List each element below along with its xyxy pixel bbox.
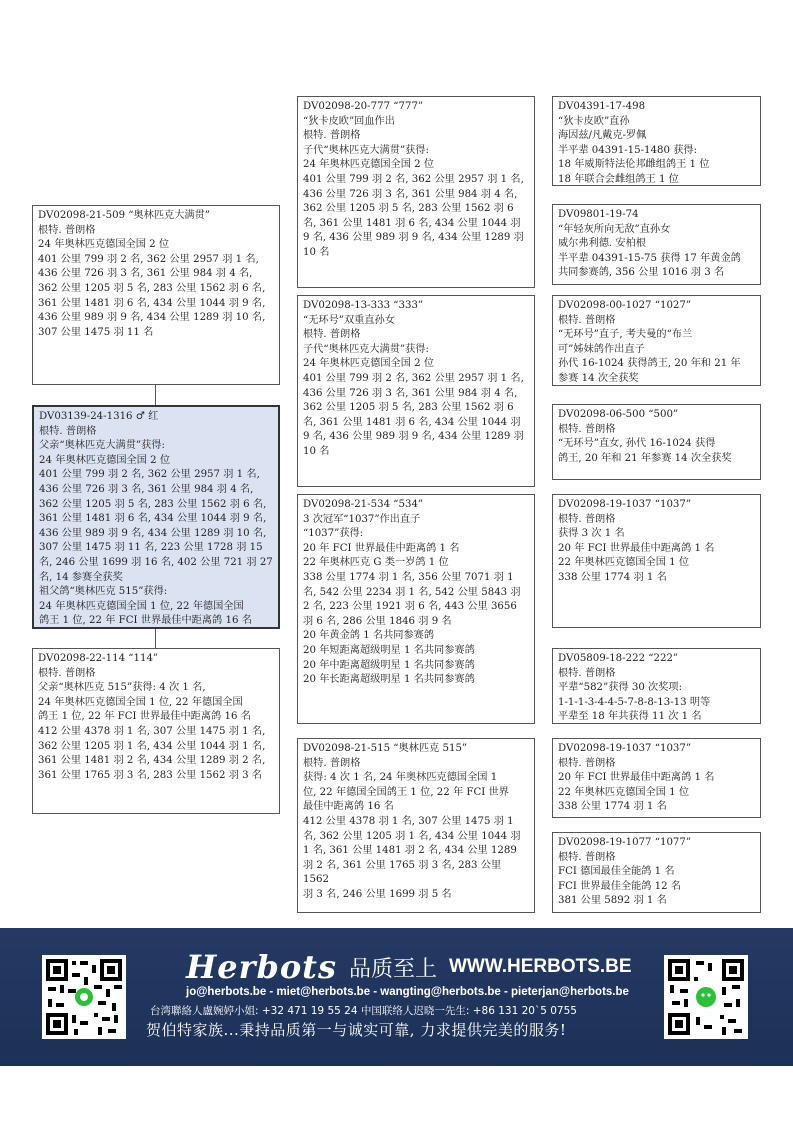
pedigree-text-line: 2 名, 223 公里 1921 羽 6 名, 443 公里 3656 [303, 601, 517, 613]
pedigree-box-subject [32, 405, 280, 629]
pedigree-text-line: 羽 3 名, 246 公里 1699 羽 5 名 [303, 888, 452, 900]
pedigree-text-line: 24 年奥林匹克德国全国 1 位, 22 年德国全国 [38, 696, 243, 708]
pedigree-text-line: 名, 246 公里 1699 羽 16 名, 402 公里 721 羽 27 [39, 556, 273, 568]
pedigree-text-line: 子代“奥林匹克大满贯”获得: [303, 343, 429, 355]
pedigree-text-line: 22 年奥林匹克 G 类一岁鸽 1 位 [303, 557, 449, 569]
pedigree-text-line: 10 名 [303, 445, 330, 457]
pedigree-text-line: FCI 世界最佳全能鸽 12 名 [558, 880, 682, 892]
pedigree-text-line: 名, 361 公里 1481 羽 6 名, 434 公里 1044 羽 [303, 217, 521, 229]
pedigree-text-line: 361 公里 1765 羽 3 名, 283 公里 1562 羽 3 名 [38, 769, 263, 781]
pigeon-ring-number: DV09801-19-74 [558, 209, 639, 220]
qr-code-wechat-icon [664, 955, 748, 1039]
pedigree-text-line: 22 年奥林匹克德国全国 1 位 [558, 786, 690, 798]
pedigree-text-line: 祖父鸽“奥林匹克 515”获得: [39, 586, 168, 598]
pedigree-text-line: 平辈至 18 年共获得 11 次 1 名 [558, 711, 702, 723]
pedigree-text-line: “无环号”直子, 考夫曼的“布兰 [558, 329, 693, 341]
pedigree-text-line: 361 公里 1481 羽 2 名, 434 公里 1289 羽 2 名, [38, 755, 266, 767]
pedigree-text-line: “无环号”双重直孙女 [303, 314, 395, 326]
pedigree-text-line: FCI 德国最佳全能鸽 1 名 [558, 866, 675, 878]
tagline: 品质至上 [348, 956, 437, 982]
pedigree-text-line: 根特. 普朗格 [558, 314, 616, 326]
footer-slogan: 贺伯特家族...秉持品质第一与诚实可靠, 力求提供完美的服务! [146, 1021, 567, 1039]
pedigree-text-line: 401 公里 799 羽 2 名, 362 公里 2957 羽 1 名, [303, 173, 524, 185]
pedigree-text-line: 338 公里 1774 羽 1 名, 356 公里 7071 羽 1 [303, 571, 514, 583]
pedigree-text-line: 根特. 普朗格 [558, 851, 616, 863]
pedigree-text-line: 362 公里 1205 羽 5 名, 283 公里 1562 羽 6 名, [39, 498, 267, 510]
contact-emails[interactable]: jo@herbots.be - miet@herbots.be - wangting@herbots.be - pieterjan@herbots.be [186, 986, 629, 998]
pedigree-text-line: 名, 362 公里 1205 羽 1 名, 434 公里 1044 羽 [303, 830, 521, 842]
pedigree-text-line: 401 公里 799 羽 2 名, 362 公里 2957 羽 1 名, [39, 469, 260, 481]
pedigree-text-line: 最佳中距离鸽 16 名 [303, 801, 394, 813]
qr-code-icon [42, 955, 126, 1039]
pigeon-ring-number: DV02098-21-509 “奥林匹克大满贯” [38, 210, 211, 221]
pedigree-text-line: 361 公里 1481 羽 6 名, 434 公里 1044 羽 9 名, [39, 513, 267, 525]
pedigree-text-line: 9 名, 436 公里 989 羽 9 名, 434 公里 1289 羽 [303, 232, 524, 244]
pigeon-ring-number: DV02098-00-1027 “1027” [558, 300, 692, 311]
qr-code-left[interactable] [42, 955, 126, 1039]
pedigree-text-line: 20 年短距离超级明星 1 名共同参赛鸽 [303, 644, 475, 656]
pedigree-text-line: 24 年奥林匹克德国全国 2 位 [38, 239, 170, 251]
pedigree-text-line: 位, 22 年德国全国鸽王 1 位, 22 年 FCI 世界 [303, 786, 509, 798]
pigeon-ring-number: DV02098-22-114 “114” [38, 653, 159, 664]
pedigree-text-line: 威尔弗利德. 安柏根 [558, 238, 646, 250]
pedigree-text-line: 24 年奥林匹克德国全国 2 位 [39, 454, 171, 466]
pedigree-text-line: 1 名, 361 公里 1481 羽 2 名, 434 公里 1289 [303, 845, 517, 857]
pigeon-ring-number: DV02098-19-1037 “1037” [558, 743, 692, 754]
pedigree-text-line: 羽 6 名, 286 公里 1846 羽 9 名 [303, 615, 452, 627]
pedigree-text-line: 根特. 普朗格 [558, 423, 616, 435]
pedigree-text-line: 436 公里 726 羽 3 名, 361 公里 984 羽 4 名, [39, 483, 254, 495]
pigeon-ring-number: DV03139-24-1316 ♂ 红 [39, 411, 159, 422]
pigeon-ring-number: DV02098-21-534 “534” [303, 499, 424, 510]
pedigree-text-line: 436 公里 726 羽 3 名, 361 公里 984 羽 4 名, [303, 387, 518, 399]
pedigree-text-line: 1-1-1-3-4-4-5-7-8-8-13-13 明等 [558, 696, 711, 708]
pedigree-text-line: 436 公里 726 羽 3 名, 361 公里 984 羽 4 名, [38, 268, 253, 280]
pedigree-text-line: 381 公里 5892 羽 1 名 [558, 895, 667, 907]
pedigree-box-dam-dam [297, 738, 535, 913]
pedigree-text-line: 根特. 普朗格 [558, 757, 616, 769]
pedigree-text-line: 共同参赛鸽, 356 公里 1016 羽 3 名 [558, 267, 725, 279]
pedigree-box-g3-3 [552, 295, 761, 386]
connector-subject-dam [155, 628, 156, 648]
pedigree-text-line: “无环号”直女, 孙代 16-1024 获得 [558, 438, 716, 450]
pedigree-text-line: 平辈“582”获得 30 次奖项: [558, 682, 683, 694]
website-link[interactable]: WWW.HERBOTS.BE [448, 956, 632, 977]
pedigree-text-line: 20 年 FCI 世界最佳中距离鸽 1 名 [558, 772, 715, 784]
pedigree-text-line: 10 名 [303, 246, 330, 258]
pedigree-text-line: 24 年奥林匹克德国全国 2 位 [303, 358, 435, 370]
pigeon-ring-number: DV04391-17-498 [558, 101, 646, 112]
pedigree-text-line: 根特. 普朗格 [303, 130, 361, 142]
herbots-logo: Herbots [186, 948, 337, 986]
pedigree-text-line: 338 公里 1774 羽 1 名 [558, 801, 667, 813]
pigeon-ring-number: DV02098-19-1077 “1077” [558, 837, 692, 848]
pedigree-box-sire-dam [297, 295, 535, 487]
pedigree-box-sire [32, 205, 280, 385]
pedigree-text-line: 根特. 普朗格 [303, 757, 361, 769]
pedigree-text-line: 20 年黄金鸽 1 名共同参赛鸽 [303, 630, 435, 642]
pedigree-text-line: 18 年联合会雌组鸽王 1 位 [558, 173, 679, 185]
pedigree-text-line: “年轻灰所向无敌”直孙女 [558, 223, 671, 235]
pedigree-text-line: 名, 14 参赛全获奖 [39, 571, 123, 583]
pedigree-text-line: 根特. 普朗格 [558, 513, 616, 525]
pedigree-text-line: 412 公里 4378 羽 1 名, 307 公里 1475 羽 1 [303, 815, 514, 827]
pigeon-ring-number: DV02098-13-333 “333” [303, 300, 424, 311]
pedigree-box-dam [32, 648, 280, 814]
pedigree-text-line: 362 公里 1205 羽 5 名, 283 公里 1562 羽 6 名, [38, 282, 266, 294]
pedigree-box-g3-6 [552, 648, 761, 724]
pedigree-text-line: 20 年中距离超级明星 1 名共同参赛鸽 [303, 659, 475, 671]
pedigree-text-line: 9 名, 436 公里 989 羽 9 名, 434 公里 1289 羽 [303, 431, 524, 443]
pedigree-text-line: 307 公里 1475 羽 11 名 [38, 326, 154, 338]
pedigree-text-line: 父亲“奥林匹克 515”获得: 4 次 1 名, [38, 682, 206, 694]
pedigree-text-line: 436 公里 989 羽 9 名, 434 公里 1289 羽 10 名, [38, 312, 266, 324]
pedigree-text-line: 参赛 14 次全获奖 [558, 372, 639, 384]
pedigree-text-line: 24 年奥林匹克德国全国 2 位 [303, 159, 435, 171]
connector-sire-subject [155, 384, 156, 406]
pedigree-text-line: 海因兹/凡戴克-罗佩 [558, 130, 647, 142]
pedigree-text-line: 401 公里 799 羽 2 名, 362 公里 2957 羽 1 名, [303, 372, 524, 384]
pedigree-box-g3-5 [552, 494, 761, 628]
pedigree-text-line: 根特. 普朗格 [39, 425, 97, 437]
pedigree-text-line: 鸽王 1 位, 22 年 FCI 世界最佳中距离鸽 16 名 [39, 615, 252, 627]
pigeon-ring-number: DV02098-20-777 “777” [303, 101, 424, 112]
pedigree-text-line: 20 年 FCI 世界最佳中距离鸽 1 名 [558, 542, 715, 554]
pedigree-text-line: 获得: 4 次 1 名, 24 年奥林匹克德国全国 1 [303, 772, 498, 784]
pedigree-text-line: 根特. 普朗格 [558, 667, 616, 679]
pedigree-text-line: 362 公里 1205 羽 5 名, 283 公里 1562 羽 6 [303, 203, 514, 215]
pedigree-box-sire-sire [297, 96, 535, 288]
pedigree-text-line: 半平辈 04391-15-1480 获得: [558, 144, 698, 156]
pedigree-box-g3-8 [552, 832, 761, 913]
pedigree-text-line: 孙代 16-1024 获得鸽王, 20 年和 21 年 [558, 358, 741, 370]
pedigree-text-line: 3 次冠军“1037”作出直子 [303, 513, 421, 525]
pedigree-text-line: 名, 361 公里 1481 羽 6 名, 434 公里 1044 羽 [303, 416, 521, 428]
pedigree-text-line: 20 年长距离超级明星 1 名共同参赛鸽 [303, 674, 475, 686]
pedigree-text-line: 获得 3 次 1 名 [558, 528, 625, 540]
pedigree-text-line: 子代“奥林匹克大满贯”获得: [303, 144, 429, 156]
pedigree-text-line: 根特. 普朗格 [38, 667, 96, 679]
pedigree-box-g3-1 [552, 96, 761, 186]
pedigree-text-line: 鸽王 1 位, 22 年 FCI 世界最佳中距离鸽 16 名 [38, 711, 251, 723]
pigeon-ring-number: DV02098-06-500 “500” [558, 409, 679, 420]
pedigree-text-line: 24 年奥林匹克德国全国 1 位, 22 年德国全国 [39, 600, 244, 612]
pedigree-text-line: 根特. 普朗格 [303, 329, 361, 341]
pedigree-text-line: 羽 2 名, 361 公里 1765 羽 3 名, 283 公里 1562 [303, 859, 505, 886]
pigeon-ring-number: DV02098-21-515 “奥林匹克 515” [303, 743, 468, 754]
qr-code-right[interactable] [664, 955, 748, 1039]
pigeon-ring-number: DV05809-18-222 “222” [558, 653, 679, 664]
pedigree-box-g3-2 [552, 204, 761, 285]
pedigree-text-line: “1037”获得: [303, 528, 364, 540]
pedigree-box-g3-4 [552, 404, 761, 480]
pedigree-text-line: 18 年威斯特法伦邦雌组鸽王 1 位 [558, 159, 710, 171]
pedigree-text-line: 可”姊妹鸽作出直子 [558, 343, 645, 355]
pedigree-box-dam-sire [297, 494, 535, 724]
pedigree-text-line: 338 公里 1774 羽 1 名 [558, 571, 667, 583]
pedigree-text-line: 307 公里 1475 羽 11 名, 223 公里 1728 羽 15 [39, 542, 263, 554]
brand-header [186, 948, 632, 986]
contact-phones: 台湾聯絡人盧婉婷小姐: +32 471 19 55 24 中国联络人迟晓一先生: +86 131 20`5 0755 [150, 1005, 577, 1017]
pigeon-ring-number: DV02098-19-1037 “1037” [558, 499, 692, 510]
pedigree-text-line: 鸽王, 20 年和 21 年参赛 14 次全获奖 [558, 452, 732, 464]
pedigree-text-line: “狄卡皮欧”直孙 [558, 115, 630, 127]
pedigree-text-line: 22 年奥林匹克德国全国 1 位 [558, 557, 690, 569]
pedigree-text-line: 361 公里 1481 羽 6 名, 434 公里 1044 羽 9 名, [38, 297, 266, 309]
pedigree-text-line: 20 年 FCI 世界最佳中距离鸽 1 名 [303, 542, 460, 554]
pedigree-text-line: 436 公里 726 羽 3 名, 361 公里 984 羽 4 名, [303, 188, 518, 200]
pedigree-text-line: 362 公里 1205 羽 5 名, 283 公里 1562 羽 6 [303, 402, 514, 414]
pedigree-text-line: 父亲“奥林匹克大满贯”获得: [39, 440, 165, 452]
pedigree-text-line: 半平辈 04391-15-75 获得 17 年黄金鸽 [558, 252, 741, 264]
pedigree-text-line: 436 公里 989 羽 9 名, 434 公里 1289 羽 10 名, [39, 527, 267, 539]
pedigree-text-line: 根特. 普朗格 [38, 224, 96, 236]
pedigree-box-g3-7 [552, 738, 761, 818]
pedigree-text-line: “狄卡皮欧”回血作出 [303, 115, 395, 127]
pedigree-text-line: 名, 542 公里 2234 羽 1 名, 542 公里 5843 羽 [303, 586, 521, 598]
pedigree-text-line: 362 公里 1205 羽 1 名, 434 公里 1044 羽 1 名, [38, 740, 266, 752]
pedigree-text-line: 401 公里 799 羽 2 名, 362 公里 2957 羽 1 名, [38, 253, 259, 265]
pedigree-text-line: 412 公里 4378 羽 1 名, 307 公里 1475 羽 1 名, [38, 725, 266, 737]
